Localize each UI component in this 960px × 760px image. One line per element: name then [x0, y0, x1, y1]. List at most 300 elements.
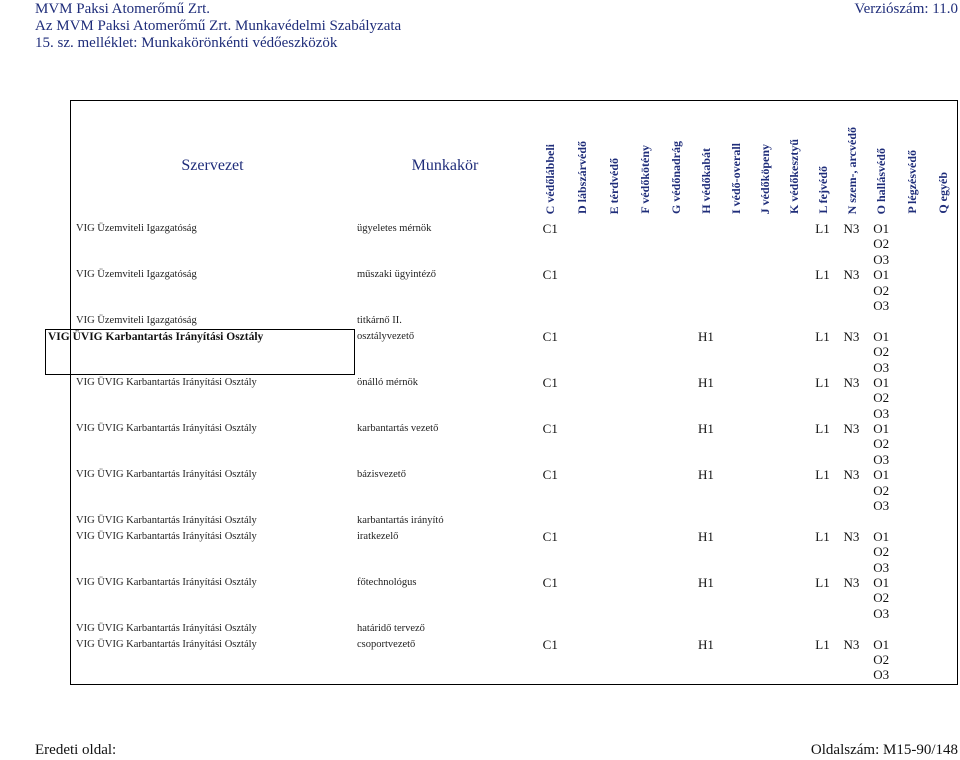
- equipment-cell: [808, 513, 837, 528]
- equipment-cell: [808, 329, 837, 375]
- equipment-code: O1: [873, 467, 890, 483]
- regulation-title: Az MVM Paksi Atomerőmű Zrt. Munkavédelmi Szabályzata: [35, 18, 402, 34]
- row-organization: VIG ÜVIG Karbantartás Irányítási Osztály: [76, 638, 257, 650]
- equipment-code: O2: [873, 344, 890, 360]
- row-job-title: határidő tervező: [357, 623, 425, 635]
- equipment-cell: [691, 329, 721, 375]
- equipment-column-label: G védőnadrág: [668, 140, 683, 214]
- equipment-column-header: [779, 100, 808, 218]
- equipment-cell: [691, 267, 721, 313]
- equipment-code: N3: [843, 528, 860, 544]
- equipment-cell: [598, 529, 630, 575]
- equipment-cell: [661, 529, 692, 575]
- equipment-cell: [927, 621, 958, 636]
- equipment-cell: [927, 529, 958, 575]
- table-row: [70, 221, 958, 267]
- equipment-code: N3: [843, 267, 860, 283]
- equipment-code: O2: [873, 390, 890, 406]
- row-organization: VIG ÜVIG Karbantartás Irányítási Osztály: [76, 423, 257, 435]
- equipment-code: H1: [698, 374, 714, 390]
- equipment-code: O1: [873, 328, 890, 344]
- equipment-cell: [866, 513, 897, 528]
- equipment-cell: [927, 313, 958, 328]
- annex-title: 15. sz. melléklet: Munkakörönkénti védőeszközök: [35, 35, 338, 51]
- equipment-cell: [630, 375, 661, 421]
- equipment-column-header: [866, 100, 897, 218]
- table-row: [70, 513, 958, 528]
- equipment-column-header: [927, 100, 958, 218]
- equipment-code: N3: [843, 636, 860, 652]
- equipment-column-label: Q egyéb: [935, 172, 950, 214]
- equipment-cell: [751, 621, 780, 636]
- equipment-code: C1: [542, 467, 558, 483]
- equipment-cell: [927, 637, 958, 683]
- equipment-code: L1: [815, 528, 830, 544]
- equipment-code: N3: [843, 575, 860, 591]
- equipment-cell: [779, 329, 808, 375]
- equipment-code: L1: [815, 575, 830, 591]
- equipment-column-header: [808, 100, 837, 218]
- equipment-cell: [566, 221, 599, 267]
- equipment-column-header: [598, 100, 630, 218]
- equipment-cell: [630, 313, 661, 328]
- equipment-code: O3: [873, 667, 890, 683]
- equipment-cell: [927, 267, 958, 313]
- table-row: [70, 529, 958, 575]
- equipment-cell: [837, 329, 866, 375]
- equipment-cell: [566, 421, 599, 467]
- equipment-cell: [897, 467, 928, 513]
- document-header: [35, 1, 401, 52]
- equipment-cell: [691, 421, 721, 467]
- equipment-cell: [751, 329, 780, 375]
- equipment-column-label: C védőlábbeli: [543, 143, 558, 214]
- equipment-code: N3: [843, 467, 860, 483]
- equipment-cell: [897, 621, 928, 636]
- equipment-code: O3: [873, 359, 890, 375]
- equipment-column-label: I védő-overall: [728, 143, 743, 214]
- equipment-cell: [535, 267, 566, 313]
- equipment-cell: [837, 313, 866, 328]
- equipment-cell: [630, 329, 661, 375]
- equipment-cell: [927, 375, 958, 421]
- equipment-cell: [630, 621, 661, 636]
- row-organization: VIG ÜVIG Karbantartás Irányítási Osztály: [76, 376, 257, 388]
- equipment-cell: [661, 575, 692, 621]
- equipment-cell: [897, 575, 928, 621]
- equipment-cell: [661, 329, 692, 375]
- equipment-cell: [598, 313, 630, 328]
- row-organization: VIG ÜVIG Karbantartás Irányítási Osztály: [45, 329, 355, 375]
- equipment-cell: [897, 375, 928, 421]
- equipment-cell: [751, 375, 780, 421]
- equipment-code: O2: [873, 651, 890, 667]
- equipment-code: O2: [873, 544, 890, 560]
- equipment-code: L1: [815, 421, 830, 437]
- row-job-title: karbantartás irányító: [357, 515, 444, 527]
- equipment-cell: [630, 529, 661, 575]
- equipment-cell: [535, 375, 566, 421]
- equipment-cell: [691, 637, 721, 683]
- equipment-cell: [630, 267, 661, 313]
- equipment-code: C1: [542, 528, 558, 544]
- equipment-cell: [779, 637, 808, 683]
- equipment-cell: [751, 637, 780, 683]
- equipment-cell: [808, 375, 837, 421]
- equipment-cell: [721, 329, 751, 375]
- equipment-cell: [661, 513, 692, 528]
- footer-original-page: Eredeti oldal:: [35, 742, 117, 758]
- equipment-cell: [808, 221, 837, 267]
- equipment-cell: [721, 575, 751, 621]
- equipment-cell: [779, 267, 808, 313]
- equipment-cell: [721, 221, 751, 267]
- equipment-code: O3: [873, 297, 890, 313]
- equipment-cell: [661, 313, 692, 328]
- equipment-code: O3: [873, 405, 890, 421]
- row-organization: VIG ÜVIG Karbantartás Irányítási Osztály: [76, 530, 257, 542]
- equipment-cell: [808, 637, 837, 683]
- row-job-title: iratkezelő: [357, 530, 399, 542]
- equipment-cell: [779, 621, 808, 636]
- equipment-code: O1: [873, 221, 890, 236]
- equipment-code: O2: [873, 436, 890, 452]
- equipment-cell: [566, 513, 599, 528]
- equipment-cell: [927, 575, 958, 621]
- row-organization: VIG ÜVIG Karbantartás Irányítási Osztály: [76, 577, 257, 589]
- table-header-row: [70, 100, 958, 218]
- equipment-code: O3: [873, 605, 890, 621]
- equipment-code: H1: [698, 421, 714, 437]
- equipment-cell: [691, 467, 721, 513]
- equipment-column-header: [566, 100, 599, 218]
- row-job-title: osztályvezető: [357, 330, 415, 342]
- equipment-cell: [535, 529, 566, 575]
- equipment-cell: [866, 529, 897, 575]
- equipment-cell: [897, 637, 928, 683]
- row-job-title: titkárnő II.: [357, 315, 402, 327]
- equipment-cell: [779, 421, 808, 467]
- equipment-column-label: F védőkötény: [638, 145, 652, 214]
- company-name: MVM Paksi Atomerőmű Zrt.: [35, 1, 210, 17]
- row-job-title: önálló mérnök: [357, 376, 418, 388]
- equipment-code: C1: [542, 374, 558, 390]
- equipment-cell: [927, 221, 958, 267]
- equipment-code: O3: [873, 251, 890, 267]
- table-body: [48, 221, 958, 683]
- equipment-cell: [661, 637, 692, 683]
- equipment-column-label: P légzésvédő: [904, 150, 919, 214]
- equipment-cell: [808, 575, 837, 621]
- equipment-cell: [808, 267, 837, 313]
- equipment-cell: [779, 529, 808, 575]
- equipment-cell: [808, 529, 837, 575]
- equipment-cell: [566, 329, 599, 375]
- equipment-cell: [691, 221, 721, 267]
- equipment-cell: [630, 513, 661, 528]
- row-job-title: csoportvezető: [357, 638, 416, 650]
- table-row: [70, 313, 958, 328]
- equipment-cell: [808, 313, 837, 328]
- equipment-cell: [927, 513, 958, 528]
- equipment-cell: [866, 621, 897, 636]
- equipment-cell: [808, 467, 837, 513]
- equipment-column-header: [691, 100, 721, 218]
- equipment-cell: [535, 621, 566, 636]
- table-row: [70, 575, 958, 621]
- equipment-cell: [721, 375, 751, 421]
- equipment-column-header: [751, 100, 780, 218]
- equipment-code: O3: [873, 559, 890, 575]
- equipment-code: L1: [815, 221, 830, 236]
- equipment-cell: [751, 421, 780, 467]
- equipment-cell: [598, 221, 630, 267]
- equipment-cell: [691, 313, 721, 328]
- equipment-cell: [837, 621, 866, 636]
- equipment-cell: [751, 221, 780, 267]
- table-row: [70, 621, 958, 636]
- equipment-code: L1: [815, 328, 830, 344]
- equipment-cell: [535, 221, 566, 267]
- equipment-cell: [630, 575, 661, 621]
- table-row: [70, 375, 958, 421]
- equipment-column-label: E térdvédő: [606, 157, 621, 214]
- equipment-cell: [691, 575, 721, 621]
- row-organization: VIG ÜVIG Karbantartás Irányítási Osztály: [76, 623, 257, 635]
- equipment-code: O3: [873, 451, 890, 467]
- equipment-cell: [779, 375, 808, 421]
- equipment-cell: [691, 375, 721, 421]
- equipment-cell: [751, 575, 780, 621]
- equipment-cell: [751, 513, 780, 528]
- equipment-code: O1: [873, 374, 890, 390]
- equipment-cell: [535, 575, 566, 621]
- equipment-cell: [661, 221, 692, 267]
- equipment-cell: [661, 621, 692, 636]
- equipment-code: O1: [873, 528, 890, 544]
- row-organization: VIG Üzemviteli Igazgatóság: [76, 269, 197, 281]
- equipment-cell: [927, 329, 958, 375]
- row-job-title: karbantartás vezető: [357, 423, 439, 435]
- equipment-cell: [721, 637, 751, 683]
- equipment-code: C1: [542, 328, 558, 344]
- equipment-column-header: [897, 100, 928, 218]
- equipment-cell: [566, 375, 599, 421]
- equipment-cell: [661, 375, 692, 421]
- equipment-cell: [808, 421, 837, 467]
- equipment-cell: [566, 621, 599, 636]
- version-number: Verziószám: 11.0: [854, 1, 958, 17]
- equipment-cell: [779, 467, 808, 513]
- equipment-cell: [721, 421, 751, 467]
- equipment-cell: [866, 637, 897, 683]
- equipment-cell: [837, 637, 866, 683]
- equipment-cell: [630, 421, 661, 467]
- equipment-column-label: H védőkabát: [699, 148, 713, 214]
- table-row: [70, 267, 958, 313]
- equipment-cell: [598, 575, 630, 621]
- equipment-column-header: [630, 100, 661, 218]
- equipment-code: C1: [542, 636, 558, 652]
- equipment-cell: [866, 329, 897, 375]
- equipment-cell: [535, 329, 566, 375]
- header-job-title: Munkakör: [411, 157, 479, 174]
- row-organization: VIG Üzemviteli Igazgatóság: [76, 315, 197, 327]
- equipment-cell: [751, 267, 780, 313]
- equipment-code: H1: [698, 467, 714, 483]
- equipment-cell: [721, 529, 751, 575]
- equipment-cell: [779, 221, 808, 267]
- equipment-code: O1: [873, 575, 890, 591]
- row-job-title: ügyeletes mérnök: [357, 223, 432, 234]
- equipment-cell: [566, 637, 599, 683]
- equipment-cell: [927, 467, 958, 513]
- equipment-cell: [837, 575, 866, 621]
- equipment-cell: [897, 329, 928, 375]
- equipment-cell: [691, 513, 721, 528]
- equipment-cell: [808, 621, 837, 636]
- equipment-cell: [866, 421, 897, 467]
- equipment-code: O2: [873, 590, 890, 606]
- table-row: [70, 637, 958, 683]
- equipment-cell: [897, 267, 928, 313]
- equipment-code: O1: [873, 636, 890, 652]
- equipment-cell: [598, 467, 630, 513]
- equipment-code: C1: [542, 575, 558, 591]
- equipment-cell: [661, 467, 692, 513]
- table-row: [48, 328, 958, 375]
- row-job-title: műszaki ügyintéző: [357, 269, 437, 281]
- equipment-column-header: [661, 100, 692, 218]
- equipment-cell: [866, 221, 897, 267]
- equipment-cell: [897, 529, 928, 575]
- row-job-title: főtechnológus: [357, 577, 417, 589]
- equipment-code: H1: [698, 528, 714, 544]
- equipment-cell: [751, 467, 780, 513]
- equipment-cell: [721, 621, 751, 636]
- equipment-cell: [837, 221, 866, 267]
- equipment-column-label: N szem-, arcvédő: [844, 126, 859, 214]
- table-row: [70, 467, 958, 513]
- equipment-cell: [866, 575, 897, 621]
- row-organization: VIG Üzemviteli Igazgatóság: [76, 223, 197, 234]
- equipment-cell: [535, 313, 566, 328]
- equipment-cell: [866, 267, 897, 313]
- equipment-cell: [897, 313, 928, 328]
- equipment-cell: [897, 421, 928, 467]
- equipment-cell: [866, 375, 897, 421]
- equipment-cell: [630, 637, 661, 683]
- equipment-code: O2: [873, 482, 890, 498]
- equipment-cell: [897, 513, 928, 528]
- equipment-cell: [598, 421, 630, 467]
- equipment-cell: [661, 421, 692, 467]
- equipment-cell: [721, 313, 751, 328]
- equipment-column-header: [837, 100, 866, 218]
- equipment-code: H1: [698, 636, 714, 652]
- equipment-cell: [535, 467, 566, 513]
- equipment-code: C1: [542, 267, 558, 283]
- equipment-code: L1: [815, 374, 830, 390]
- equipment-cell: [927, 421, 958, 467]
- equipment-cell: [598, 621, 630, 636]
- equipment-column-header: [721, 100, 751, 218]
- equipment-cell: [566, 467, 599, 513]
- equipment-cell: [837, 467, 866, 513]
- equipment-cell: [535, 513, 566, 528]
- equipment-cell: [721, 467, 751, 513]
- equipment-code: N3: [843, 328, 860, 344]
- equipment-code: H1: [698, 575, 714, 591]
- equipment-code: L1: [815, 267, 830, 283]
- table-row: [70, 421, 958, 467]
- equipment-cell: [535, 637, 566, 683]
- equipment-column-label: L fejvédő: [815, 166, 830, 214]
- equipment-cell: [837, 513, 866, 528]
- equipment-cell: [630, 221, 661, 267]
- equipment-column-label: O hallásvédő: [874, 147, 889, 214]
- equipment-cell: [566, 529, 599, 575]
- equipment-column-label: J védőköpeny: [757, 143, 772, 214]
- equipment-code: N3: [843, 421, 860, 437]
- equipment-cell: [598, 637, 630, 683]
- equipment-cell: [661, 267, 692, 313]
- equipment-code: O1: [873, 267, 890, 283]
- equipment-cell: [566, 575, 599, 621]
- equipment-column-label: K védőkesztyű: [786, 139, 801, 214]
- footer-page-number: Oldalszám: M15-90/148: [810, 742, 958, 758]
- row-job-title: bázisvezető: [357, 469, 406, 481]
- equipment-code: C1: [542, 421, 558, 437]
- header-organization: Szervezet: [181, 157, 244, 174]
- equipment-cell: [691, 529, 721, 575]
- equipment-cell: [721, 513, 751, 528]
- equipment-code: O2: [873, 282, 890, 298]
- equipment-cell: [535, 421, 566, 467]
- equipment-cell: [779, 313, 808, 328]
- equipment-cell: [779, 575, 808, 621]
- equipment-cell: [866, 467, 897, 513]
- equipment-code: L1: [815, 467, 830, 483]
- equipment-column-label: D lábszárvédő: [574, 141, 589, 214]
- equipment-cell: [598, 375, 630, 421]
- equipment-cell: [866, 313, 897, 328]
- equipment-code: O1: [873, 421, 890, 437]
- protective-equipment-table: [48, 100, 958, 685]
- equipment-cell: [630, 467, 661, 513]
- equipment-code: N3: [843, 221, 860, 236]
- equipment-cell: [691, 621, 721, 636]
- equipment-column-header: [535, 100, 566, 218]
- equipment-cell: [837, 421, 866, 467]
- equipment-cell: [566, 313, 599, 328]
- equipment-code: O2: [873, 236, 890, 252]
- equipment-cell: [598, 267, 630, 313]
- equipment-cell: [751, 313, 780, 328]
- equipment-cell: [598, 329, 630, 375]
- equipment-code: L1: [815, 636, 830, 652]
- equipment-code: N3: [843, 374, 860, 390]
- equipment-cell: [598, 513, 630, 528]
- equipment-cell: [566, 267, 599, 313]
- row-organization: VIG ÜVIG Karbantartás Irányítási Osztály: [76, 515, 257, 527]
- row-organization: VIG ÜVIG Karbantartás Irányítási Osztály: [76, 469, 257, 481]
- equipment-cell: [721, 267, 751, 313]
- equipment-cell: [837, 529, 866, 575]
- equipment-code: H1: [698, 328, 714, 344]
- equipment-cell: [897, 221, 928, 267]
- equipment-cell: [837, 267, 866, 313]
